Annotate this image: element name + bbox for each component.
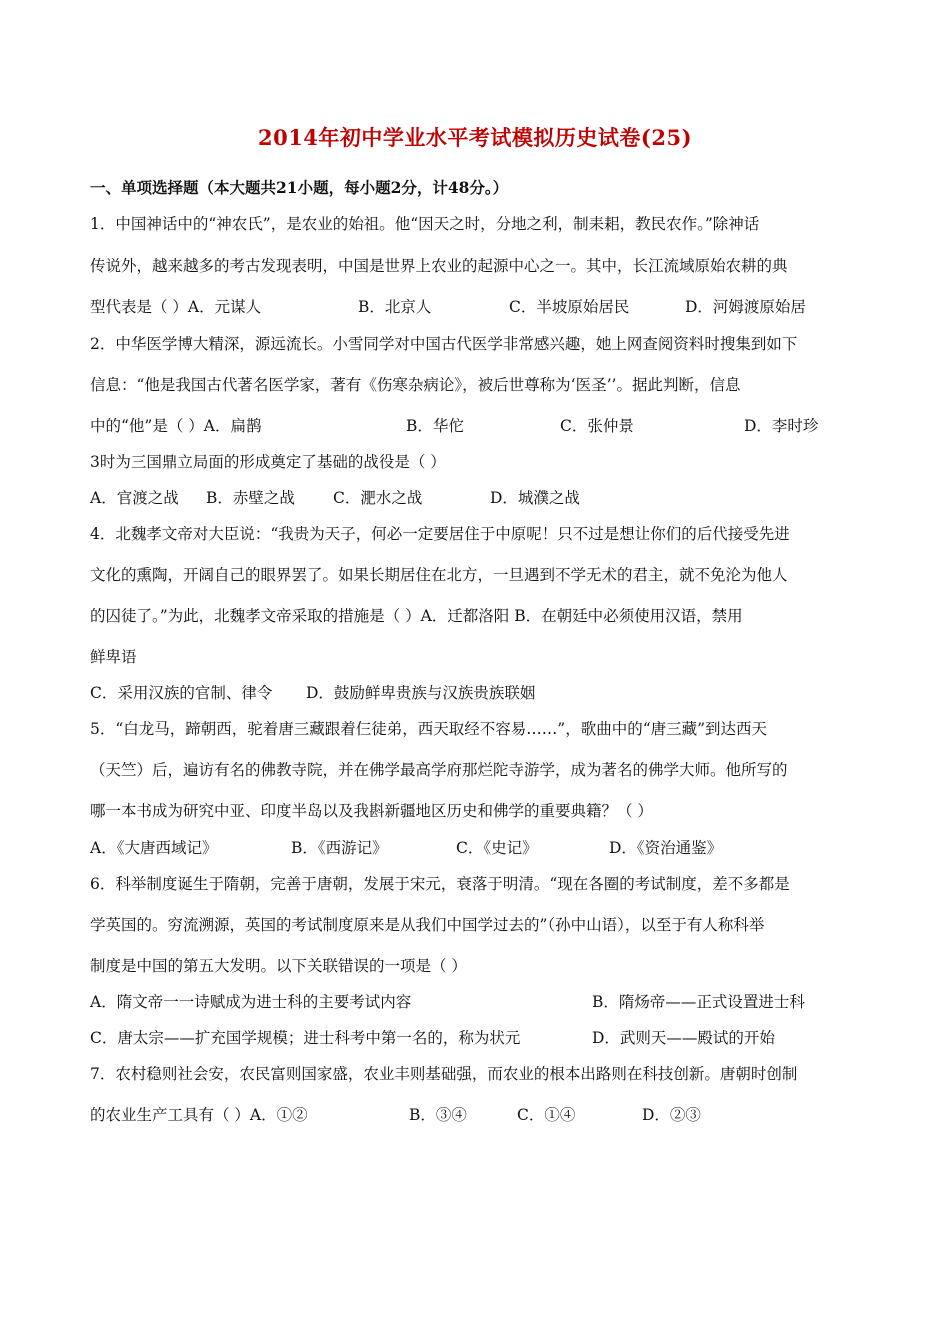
- q6-stem-line1: 6．科举制度诞生于隋朝，完善于唐朝，发展于宋元，衰落于明清。“现在各圈的考试制度，差不多都是: [90, 875, 790, 893]
- q6-option-d: D．武则天——殿试的开始: [592, 1029, 775, 1047]
- q1-option-b: B．北京人: [358, 298, 432, 316]
- q5-option-c: C．《史记》: [456, 839, 538, 857]
- q4-stem-line3: 的囚徒了。”为此，北魏孝文帝采取的措施是（ ）A．迁都洛阳 B．在朝廷中必须使用汉语，禁用: [90, 607, 743, 625]
- q5-stem-line2: （天竺）后，遍访有名的佛教寺院，并在佛学最高学府那烂陀寺游学，成为著名的佛学大师。他所写的: [90, 761, 788, 779]
- q3-option-c: C．淝水之战: [333, 489, 423, 507]
- q4-option-c: C．采用汉族的官制、律令: [90, 684, 273, 702]
- q2-option-d: D．李时珍: [744, 417, 819, 435]
- q2-stem-line1: 2．中华医学博大精深，源远流长。小雪同学对中国古代医学非常感兴趣，她上网查阅资料时搜集到如下: [90, 335, 798, 353]
- q6-stem-line2: 学英国的。穷流溯源，英国的考试制度原来是从我们中国学过去的”（孙中山语），以至于有人称科举: [90, 916, 765, 934]
- q7-option-c: C．①④: [517, 1106, 576, 1124]
- page-title: 2014年初中学业水平考试模拟历史试卷(25): [257, 125, 693, 150]
- q4-stem-line1: 4．北魏孝文帝对大臣说：“我贵为天子，何必一定要居住于中原呢！只不过是想让你们的后代接受先进: [90, 525, 790, 543]
- q3-option-d: D．城濮之战: [490, 489, 580, 507]
- q6-option-a: A．隋文帝一一诗赋成为进士科的主要考试内容: [90, 993, 412, 1011]
- q6-option-b: B．隋炀帝——正式设置进士科: [592, 993, 805, 1011]
- q1-option-d: D．河姆渡原始居: [685, 298, 806, 316]
- section-heading: 一、单项选择题（本大题共21小题，每小题2分，计48分。）: [90, 178, 509, 197]
- q1-option-c: C．半坡原始居民: [509, 298, 630, 316]
- q4-option-d: D．鼓励鲜卑贵族与汉族贵族联姻: [306, 684, 536, 702]
- q7-stem-end: 的农业生产工具有（ ）A．①②: [90, 1106, 308, 1124]
- q3-stem: 3时为三国鼎立局面的形成奠定了基础的战役是（ ）: [90, 453, 446, 471]
- q7-option-d: D．②③: [642, 1106, 701, 1124]
- q7-option-b: B．③④: [409, 1106, 467, 1124]
- q2-option-b: B．华佗: [406, 417, 464, 435]
- q5-stem-line1: 5．“白龙马，蹄朝西，驼着唐三藏跟着仨徒弟，西天取经不容易……”，歌曲中的“唐三藏”到达西天: [90, 720, 768, 738]
- q1-stem-line2: 传说外，越来越多的考古发现表明，中国是世界上农业的起源中心之一。其中，长江流域原始农耕的典: [90, 257, 788, 275]
- q6-stem-line3: 制度是中国的第五大发明。以下关联错误的一项是（ ）: [90, 957, 467, 975]
- q5-option-b: B．《西游记》: [291, 839, 388, 857]
- q5-option-d: D．《资治通鉴》: [609, 839, 723, 857]
- q5-stem-line3: 哪一本书成为研究中亚、印度半岛以及我斟新疆地区历史和佛学的重要典籍？（ ）: [90, 802, 653, 820]
- q2-option-c: C．张仲景: [560, 417, 634, 435]
- q4-stem-line4: 鲜卑语: [90, 648, 137, 666]
- q6-option-c: C．唐太宗——扩充国学规模；进士科考中第一名的，称为状元: [90, 1029, 521, 1047]
- q1-stem-end: 型代表是（ ）A．元谋人: [90, 298, 262, 316]
- q2-stem-line2: 信息：“他是我国古代著名医学家，著有《伤寒杂病论》，被后世尊称为‘医圣’’。据此判断，信息: [90, 376, 741, 394]
- q3-option-a: A．官渡之战: [90, 489, 179, 507]
- q7-stem-line1: 7．农村稳则社会安，农民富则国家盛，农业丰则基础强，而农业的根本出路则在科技创新。唐朝时创制: [90, 1065, 798, 1083]
- q3-option-b: B．赤壁之战: [206, 489, 295, 507]
- q4-stem-line2: 文化的熏陶，开阔自己的眼界罢了。如果长期居住在北方，一旦遇到不学无术的君主，就不免沦为他人: [90, 566, 788, 584]
- q5-option-a: A．《大唐西域记》: [90, 839, 218, 857]
- q1-stem-line1: 1．中国神话中的“神农氏”，是农业的始祖。他“因天之时，分地之利，制耒耜，教民农作。”除神话: [90, 215, 760, 233]
- q2-stem-end: 中的“他”是（ ）A．扁鹊: [90, 417, 262, 435]
